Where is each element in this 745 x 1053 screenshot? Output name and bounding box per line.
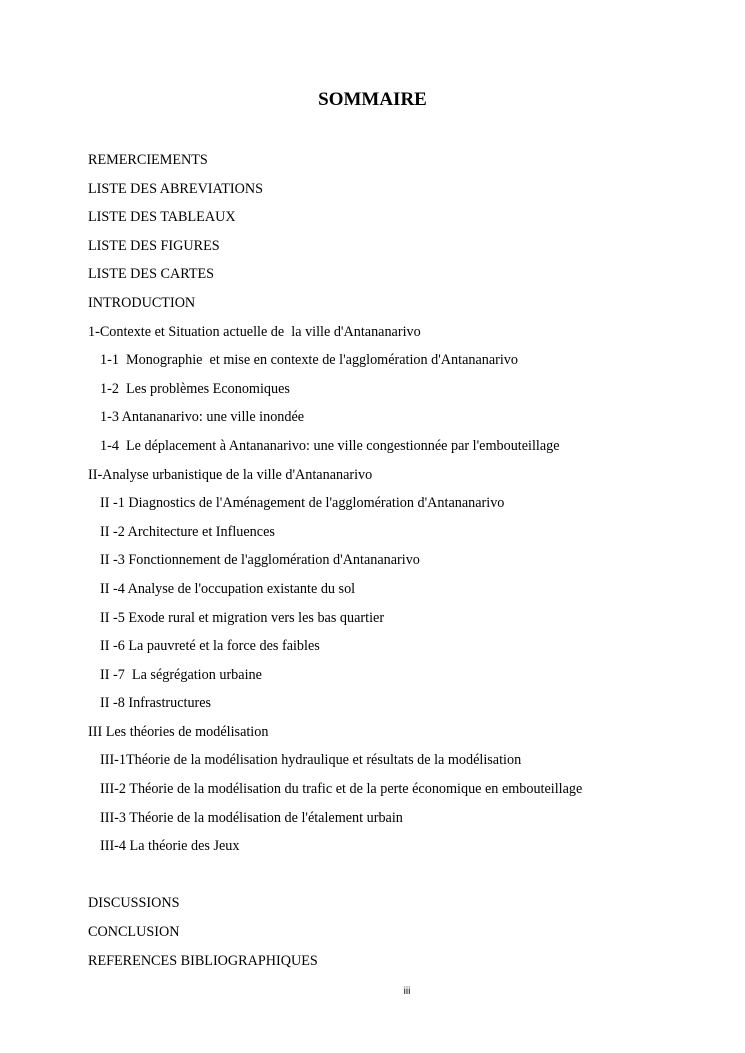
toc-introduction[interactable]: INTRODUCTION xyxy=(88,294,196,311)
toc-liste-abreviations[interactable]: LISTE DES ABREVIATIONS xyxy=(88,180,263,197)
toc-item-1-2[interactable]: 1-2 Les problèmes Economiques xyxy=(100,380,290,397)
toc-item-1-4[interactable]: 1-4 Le déplacement à Antananarivo: une ville congestionnée par l'embouteillage xyxy=(100,437,560,454)
toc-liste-figures[interactable]: LISTE DES FIGURES xyxy=(88,237,220,254)
toc-item-2-5[interactable]: II -5 Exode rural et migration vers les bas quartier xyxy=(100,609,385,626)
toc-remerciements[interactable]: REMERCIEMENTS xyxy=(88,152,208,168)
toc-item-3-3[interactable]: III-3 Théorie de la modélisation de l'étalement urbain xyxy=(100,809,403,826)
toc-item-2-1[interactable]: II -1 Diagnostics de l'Aménagement de l'agglomération d'Antananarivo xyxy=(100,495,505,512)
toc-item-2-4[interactable]: II -4 Analyse de l'occupation existante du sol xyxy=(100,580,356,597)
toc-item-1-1[interactable]: 1-1 Monographie et mise en contexte de l'agglomération d'Antananarivo xyxy=(100,352,518,369)
toc-section-2-heading[interactable]: II-Analyse urbanistique de la ville d'Antananarivo xyxy=(88,466,373,483)
toc-item-2-7[interactable]: II -7 La ségrégation urbaine xyxy=(100,666,262,683)
toc-liste-cartes[interactable]: LISTE DES CARTES xyxy=(88,266,215,283)
table-of-contents xyxy=(88,150,728,979)
toc-item-2-2[interactable]: II -2 Architecture et Influences xyxy=(100,523,275,540)
page-number: iii xyxy=(403,986,411,997)
toc-item-2-3[interactable]: II -3 Fonctionnement de l'agglomération d'Antananarivo xyxy=(100,552,420,569)
page-title: SOMMAIRE xyxy=(318,89,427,110)
toc-item-3-1[interactable]: III-1Théorie de la modélisation hydraulique et résultats de la modélisation xyxy=(100,752,522,769)
toc-references[interactable]: REFERENCES BIBLIOGRAPHIQUES xyxy=(88,952,318,969)
toc-item-2-6[interactable]: II -6 La pauvreté et la force des faibles xyxy=(100,638,320,655)
toc-discussions[interactable]: DISCUSSIONS xyxy=(88,895,180,912)
toc-section-3-heading[interactable]: III Les théories de modélisation xyxy=(88,723,269,740)
toc-conclusion[interactable]: CONCLUSION xyxy=(88,924,180,941)
toc-section-1-heading[interactable]: 1-Contexte et Situation actuelle de la ville d'Antananarivo xyxy=(88,323,421,340)
toc-liste-tableaux[interactable]: LISTE DES TABLEAUX xyxy=(88,209,236,226)
toc-item-3-4[interactable]: III-4 La théorie des Jeux xyxy=(100,838,240,855)
toc-item-3-2[interactable]: III-2 Théorie de la modélisation du trafic et de la perte économique en embouteillage xyxy=(100,781,583,798)
toc-item-1-3[interactable]: 1-3 Antananarivo: une ville inondée xyxy=(100,409,305,426)
toc-item-2-8[interactable]: II -8 Infrastructures xyxy=(100,695,212,712)
toc-spacer xyxy=(88,865,728,894)
